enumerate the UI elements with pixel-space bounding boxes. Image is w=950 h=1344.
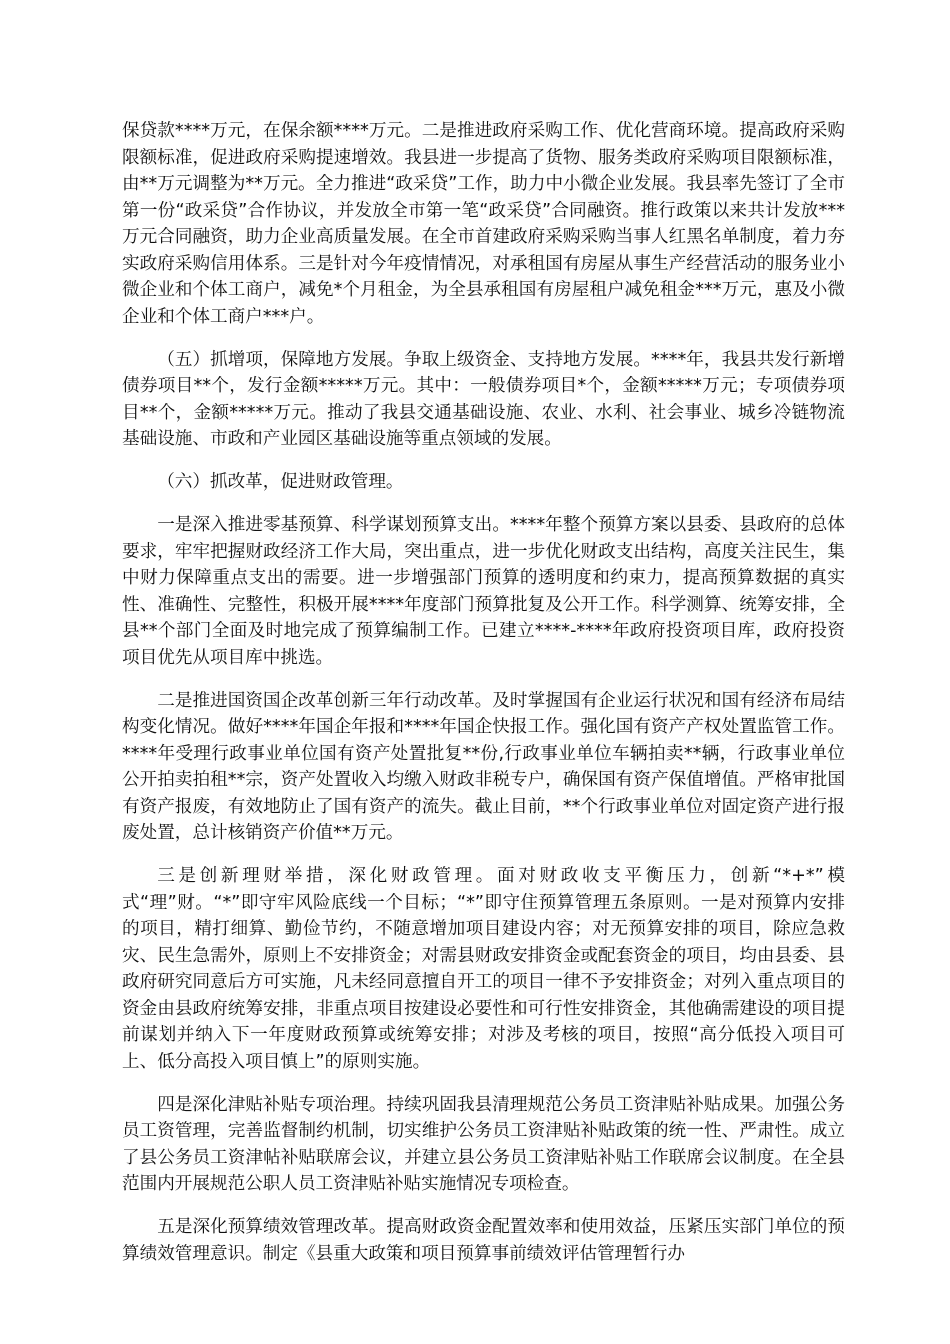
document-page [122,118,845,1267]
paragraph-procurement-continued: 保贷款****万元，在保余额****万元。二是推进政府采购工作、优化营商环境。提高政府采购限额标准，促进政府采购提速增效。我县进一步提高了货物、服务类政府采购项目限额标准，由**万元调整为**万元。全力推进“政采贷”工作，助力中小微企业发展。我县率先签订了全市第一份“政采贷”合作协议，并发放全市第一笔“政采贷”合同融资。推行政策以来共计发放***万元合同融资，助力企业高质量发展。在全市首建政府采购采购当事人红黑名单制度，着力夯实政府采购信用体系。三是针对今年疫情情况，对承租国有房屋从事生产经营活动的服务业小微企业和个体工商户，减免*个月租金，为全县承租国有房屋租户减免租金***万元，惠及小微企业和个体工商户***户。 [122,121,845,327]
paragraph-allowance-governance: 四是深化津贴补贴专项治理。持续巩固我县清理规范公务员工资津贴补贴成果。加强公务员工资管理，完善监督制约机制，切实维护公务员工资津贴补贴政策的统一性、严肃性。成立了县公务员工资津帖补贴联席会议，并建立县公务员工资津贴补贴工作联席会议制度。在全县范围内开展规范公职人员工资津贴补贴实施情况专项检查。 [122,1094,845,1194]
paragraph-section-five: （五）抓增项，保障地方发展。争取上级资金、支持地方发展。****年，我县共发行新增债券项目**个，发行金额*****万元。其中：一般债券项目*个，金额*****万元；专项债券项目**个，金额*****万元。推动了我县交通基础设施、农业、水利、社会事业、城乡冷链物流基础设施、市政和产业园区基础设施等重点领域的发展。 [122,349,845,449]
paragraph-financial-management: 三是创新理财举措，深化财政管理。面对财政收支平衡压力，创新“*+*”模式“理”财。“*”即守牢风险底线一个目标；“*”即守住预算管理五条原则。一是对预算内安排的项目，精打细算、勤俭节约，不随意增加项目建设内容；对无预算安排的项目，除应急救灾、民生急需外，原则上不安排资金；对需县财政安排资金或配套资金的项目，均由县委、县政府研究同意后方可实施，凡未经同意擅自开工的项目一律不予安排资金；对列入重点项目的资金由县政府统筹安排，非重点项目按建设必要性和可行性安排资金，其他确需建设的项目提前谋划并纳入下一年度财政预算或统筹安排；对涉及考核的项目，按照“高分低投入项目可上、低分高投入项目慎上”的原则实施。 [122,866,845,1072]
paragraph-state-asset-reform: 二是推进国资国企改革创新三年行动改革。及时掌握国有企业运行状况和国有经济布局结构变化情况。做好****年国企年报和****年国企快报工作。强化国有资产产权处置监管工作。****年受理行政事业单位国有资产处置批复**份,行政事业单位车辆拍卖**辆，行政事业单位公开拍卖拍租**宗，资产处置收入均缴入财政非税专户，确保国有资产保值增值。严格审批国有资产报废，有效地防止了国有资产的流失。截止目前，**个行政事业单位对固定资产进行报废处置，总计核销资产价值**万元。 [122,690,845,843]
paragraph-zero-based-budget: 一是深入推进零基预算、科学谋划预算支出。****年整个预算方案以县委、县政府的总体要求，牢牢把握财政经济工作大局，突出重点，进一步优化财政支出结构，高度关注民生，集中财力保障重点支出的需要。进一步增强部门预算的透明度和约束力，提高预算数据的真实性、准确性、完整性，积极开展****年度部门预算批复及公开工作。科学测算、统筹安排，全县**个部门全面及时地完成了预算编制工作。已建立****-****年政府投资项目库，政府投资项目优先从项目库中挑选。 [122,515,845,668]
paragraph-performance-reform: 五是深化预算绩效管理改革。提高财政资金配置效率和使用效益，压紧压实部门单位的预算绩效管理意识。制定《县重大政策和项目预算事前绩效评估管理暂行办 [122,1217,845,1264]
paragraph-section-six-heading: （六）抓改革，促进财政管理。 [157,472,404,492]
